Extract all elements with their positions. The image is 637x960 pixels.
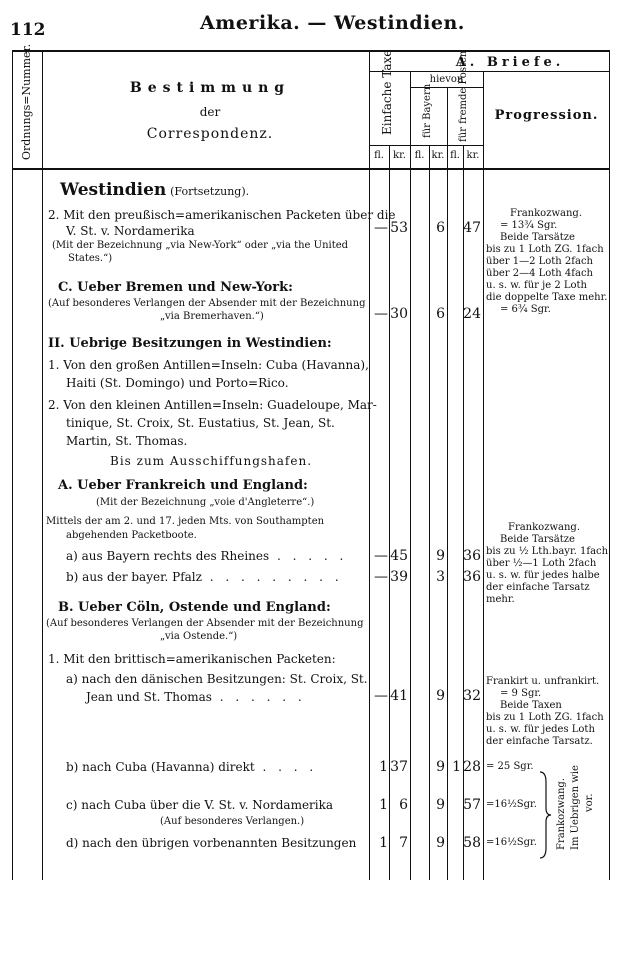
row-text: a) aus Bayern rechts des Rheines . . . . . (66, 549, 348, 563)
row-note: (Auf besonderes Verlangen der Absender mit der Bezeichnung (48, 298, 366, 309)
row-text: Jean und St. Thomas . . . . . . (86, 690, 306, 704)
bayern-kr: 9 (436, 759, 445, 775)
row-text: Martin, St. Thomas. (66, 434, 188, 448)
row-text: tinique, St. Croix, St. Eustatius, St. Jean, St. (66, 416, 335, 430)
einfach-fl-dash: — (374, 569, 388, 585)
bayern-kr: 6 (436, 220, 445, 236)
page-number: 112 (10, 20, 46, 40)
row-text: Bis zum Ausschiffungshafen. (110, 454, 313, 468)
col-header-briefe: A. Briefe. (455, 55, 565, 70)
fremd-kr: 58 (463, 835, 481, 851)
bayern-kr: 9 (436, 548, 445, 564)
row-note: „via Ostende.“) (160, 631, 238, 642)
fremd-kr: 32 (463, 688, 481, 704)
fremd-fl: 1 (452, 759, 461, 775)
row-text: b) aus der bayer. Pfalz . . . . . . . . . (66, 570, 343, 584)
einfach-fl: 1 (379, 797, 388, 813)
unit-fl-2: fl. (414, 150, 425, 161)
prog-line: = 9 Sgr. (500, 688, 542, 699)
col-header-der: der (199, 105, 221, 119)
prog-line: der einfache Tarsatz. (486, 736, 593, 747)
einfach-fl-dash: — (374, 220, 388, 236)
einfach-kr: 7 (399, 835, 408, 851)
prog-line: bis zu ½ Lth.bayr. 1fach (486, 546, 609, 557)
col-nr-divider (42, 50, 43, 880)
frame-right (609, 50, 610, 880)
prog-rotated-note: Frankozwang. (556, 777, 567, 850)
prog-line: Beide Taxen (500, 700, 562, 711)
einfach-fl-dash: — (374, 688, 388, 704)
col-header-fuer-bayern: für Bayern (422, 83, 433, 138)
col-header-fuer-fremde-posten: für fremde Posten (458, 50, 469, 142)
prog-line: u. s. w. für jedes Loth (486, 724, 595, 735)
row-text: 2. Von den kleinen Antillen=Inseln: Guadeloupe, Mar- (48, 398, 377, 412)
einfach-kr: 39 (390, 569, 408, 585)
unit-kr-2: kr. (431, 150, 445, 161)
progression-block (486, 208, 607, 316)
einfach-kr: 37 (390, 759, 408, 775)
section-heading (60, 180, 249, 200)
fremd-kr: 24 (463, 306, 481, 322)
row-text: d) nach den übrigen vorbenannten Besitzungen (66, 836, 357, 850)
row-text: 2. Mit den preußisch=amerikanischen Packeten über die (48, 208, 396, 222)
prog-line: über ½—1 Loth 2fach (486, 558, 597, 569)
row-text: V. St. v. Nordamerika (66, 224, 195, 238)
einfach-fl: 1 (379, 835, 388, 851)
prog-line: = 6¾ Sgr. (500, 304, 551, 315)
prog-line: bis zu 1 Loth ZG. 1fach (486, 244, 604, 255)
route-heading: C. Ueber Bremen und New-York: (58, 280, 293, 295)
section-heading-title: Westindien (60, 180, 167, 200)
prog-line: Frankozwang. (510, 208, 583, 219)
row-note: (Mit der Bezeichnung „voie d'Angleterre“.) (96, 497, 315, 508)
progression-block (486, 522, 608, 606)
prog-line: über 1—2 Loth 2fach (486, 256, 593, 267)
progression-value: = 25 Sgr. (486, 761, 534, 772)
route-heading: B. Ueber Cöln, Ostende und England: (58, 600, 331, 615)
prog-line: u. s. w. für je 2 Loth (486, 280, 587, 291)
col-fremd-divider (483, 72, 484, 880)
fremd-kr: 36 (463, 569, 481, 585)
bayern-kr: 9 (436, 835, 445, 851)
fremd-kr: 36 (463, 548, 481, 564)
row-text: b) nach Cuba (Havanna) direkt . . . . (66, 760, 318, 774)
prog-line: mehr. (486, 594, 515, 605)
prog-line: Frankirt u. unfrankirt. (486, 676, 600, 687)
einfach-fl: 1 (379, 759, 388, 775)
einfach-fl-dash: — (374, 548, 388, 564)
col-header-correspondenz: Correspondenz. (146, 126, 274, 142)
row-note: Mittels der am 2. und 17. jeden Mts. von Southampten (46, 516, 325, 527)
bayern-kr: 6 (436, 306, 445, 322)
einfach-kr: 30 (390, 306, 408, 322)
hievon-underline (410, 87, 483, 88)
unit-fl-3: fl. (450, 150, 460, 161)
einfach-kr: 53 (390, 220, 408, 236)
page-title: Amerika. — Westindien. (200, 12, 465, 34)
row-note: (Mit der Bezeichnung „via New-York“ oder „via the United (52, 240, 349, 251)
row-text: a) nach den dänischen Besitzungen: St. Croix, St. (66, 672, 368, 686)
row-text: Haiti (St. Domingo) und Porto=Rico. (66, 376, 289, 390)
prog-line: der einfache Tarsatz (486, 582, 590, 593)
units-topline (369, 145, 483, 146)
section-heading-sub: (Fortsetzung). (170, 185, 250, 198)
progression-value: =16½Sgr. (486, 837, 537, 848)
einfach-kr: 45 (390, 548, 408, 564)
progression-block (486, 676, 604, 748)
prog-line: Beide Tarsätze (500, 534, 575, 545)
col-desc-divider (369, 50, 370, 880)
briefe-underline (369, 71, 609, 72)
row-note: „via Bremerhaven.“) (160, 311, 264, 322)
route-heading: A. Ueber Frankreich und England: (58, 478, 308, 493)
fremd-kr: 28 (463, 759, 481, 775)
prog-line: bis zu 1 Loth ZG. 1fach (486, 712, 604, 723)
col-header-einfache-taxe: Einfache Taxe (380, 49, 394, 135)
table-top-border (12, 50, 610, 52)
row-label: Jean und St. Thomas (86, 690, 212, 704)
unit-fl-1: fl. (374, 150, 384, 161)
row-text: 1. Mit den brittisch=amerikanischen Packeten: (48, 652, 336, 666)
bayern-kr: 3 (436, 569, 445, 585)
prog-line: u. s. w. für jedes halbe (486, 570, 600, 581)
row-note: (Auf besonderes Verlangen.) (160, 816, 305, 827)
brace-icon (538, 770, 552, 860)
einfach-kr: 41 (390, 688, 408, 704)
einfach-fl-dash: — (374, 306, 388, 322)
fremd-kr: 47 (463, 220, 481, 236)
frame-left (12, 50, 13, 880)
row-text: 1. Von den großen Antillen=Inseln: Cuba (Havanna), (48, 358, 369, 372)
row-note: abgehenden Packetboote. (66, 530, 197, 541)
row-label: a) aus Bayern rechts des Rheines (66, 549, 270, 563)
progression-value: =16½Sgr. (486, 799, 537, 810)
row-note: (Auf besonderes Verlangen der Absender mit der Bezeichnung (46, 618, 364, 629)
prog-line: Frankozwang. (508, 522, 581, 533)
row-label: b) aus der bayer. Pfalz (66, 570, 202, 584)
col-header-hievon: hievon (429, 74, 464, 85)
row-note: States.“) (68, 253, 113, 264)
col-einfach-divider (410, 72, 411, 880)
col-header-ordnungsnummer: Ordnungs=Nummer. (20, 43, 33, 160)
einfach-kr: 6 (399, 797, 408, 813)
prog-line: = 13¾ Sgr. (500, 220, 558, 231)
row-label: b) nach Cuba (Havanna) direkt (66, 760, 255, 774)
prog-line: über 2—4 Loth 4fach (486, 268, 593, 279)
fremd-kr: 57 (463, 797, 481, 813)
prog-rotated-note: Im Uebrigen wie (570, 765, 581, 850)
col-header-bestimmung: Bestimmung (129, 80, 291, 96)
unit-kr-1: kr. (393, 150, 406, 161)
row-text: c) nach Cuba über die V. St. v. Nordamerika (66, 798, 334, 812)
prog-line: Beide Tarsätze (500, 232, 575, 243)
prog-rotated-note: vor. (584, 793, 595, 812)
prog-line: die doppelte Taxe mehr. (486, 292, 608, 303)
section-ii-heading: II. Uebrige Besitzungen in Westindien: (48, 336, 332, 351)
unit-kr-3: kr. (466, 150, 480, 161)
header-bottom-border (12, 168, 610, 170)
col-header-progression: Progression. (494, 108, 599, 123)
bayern-kr: 9 (436, 688, 445, 704)
bayern-kr: 9 (436, 797, 445, 813)
